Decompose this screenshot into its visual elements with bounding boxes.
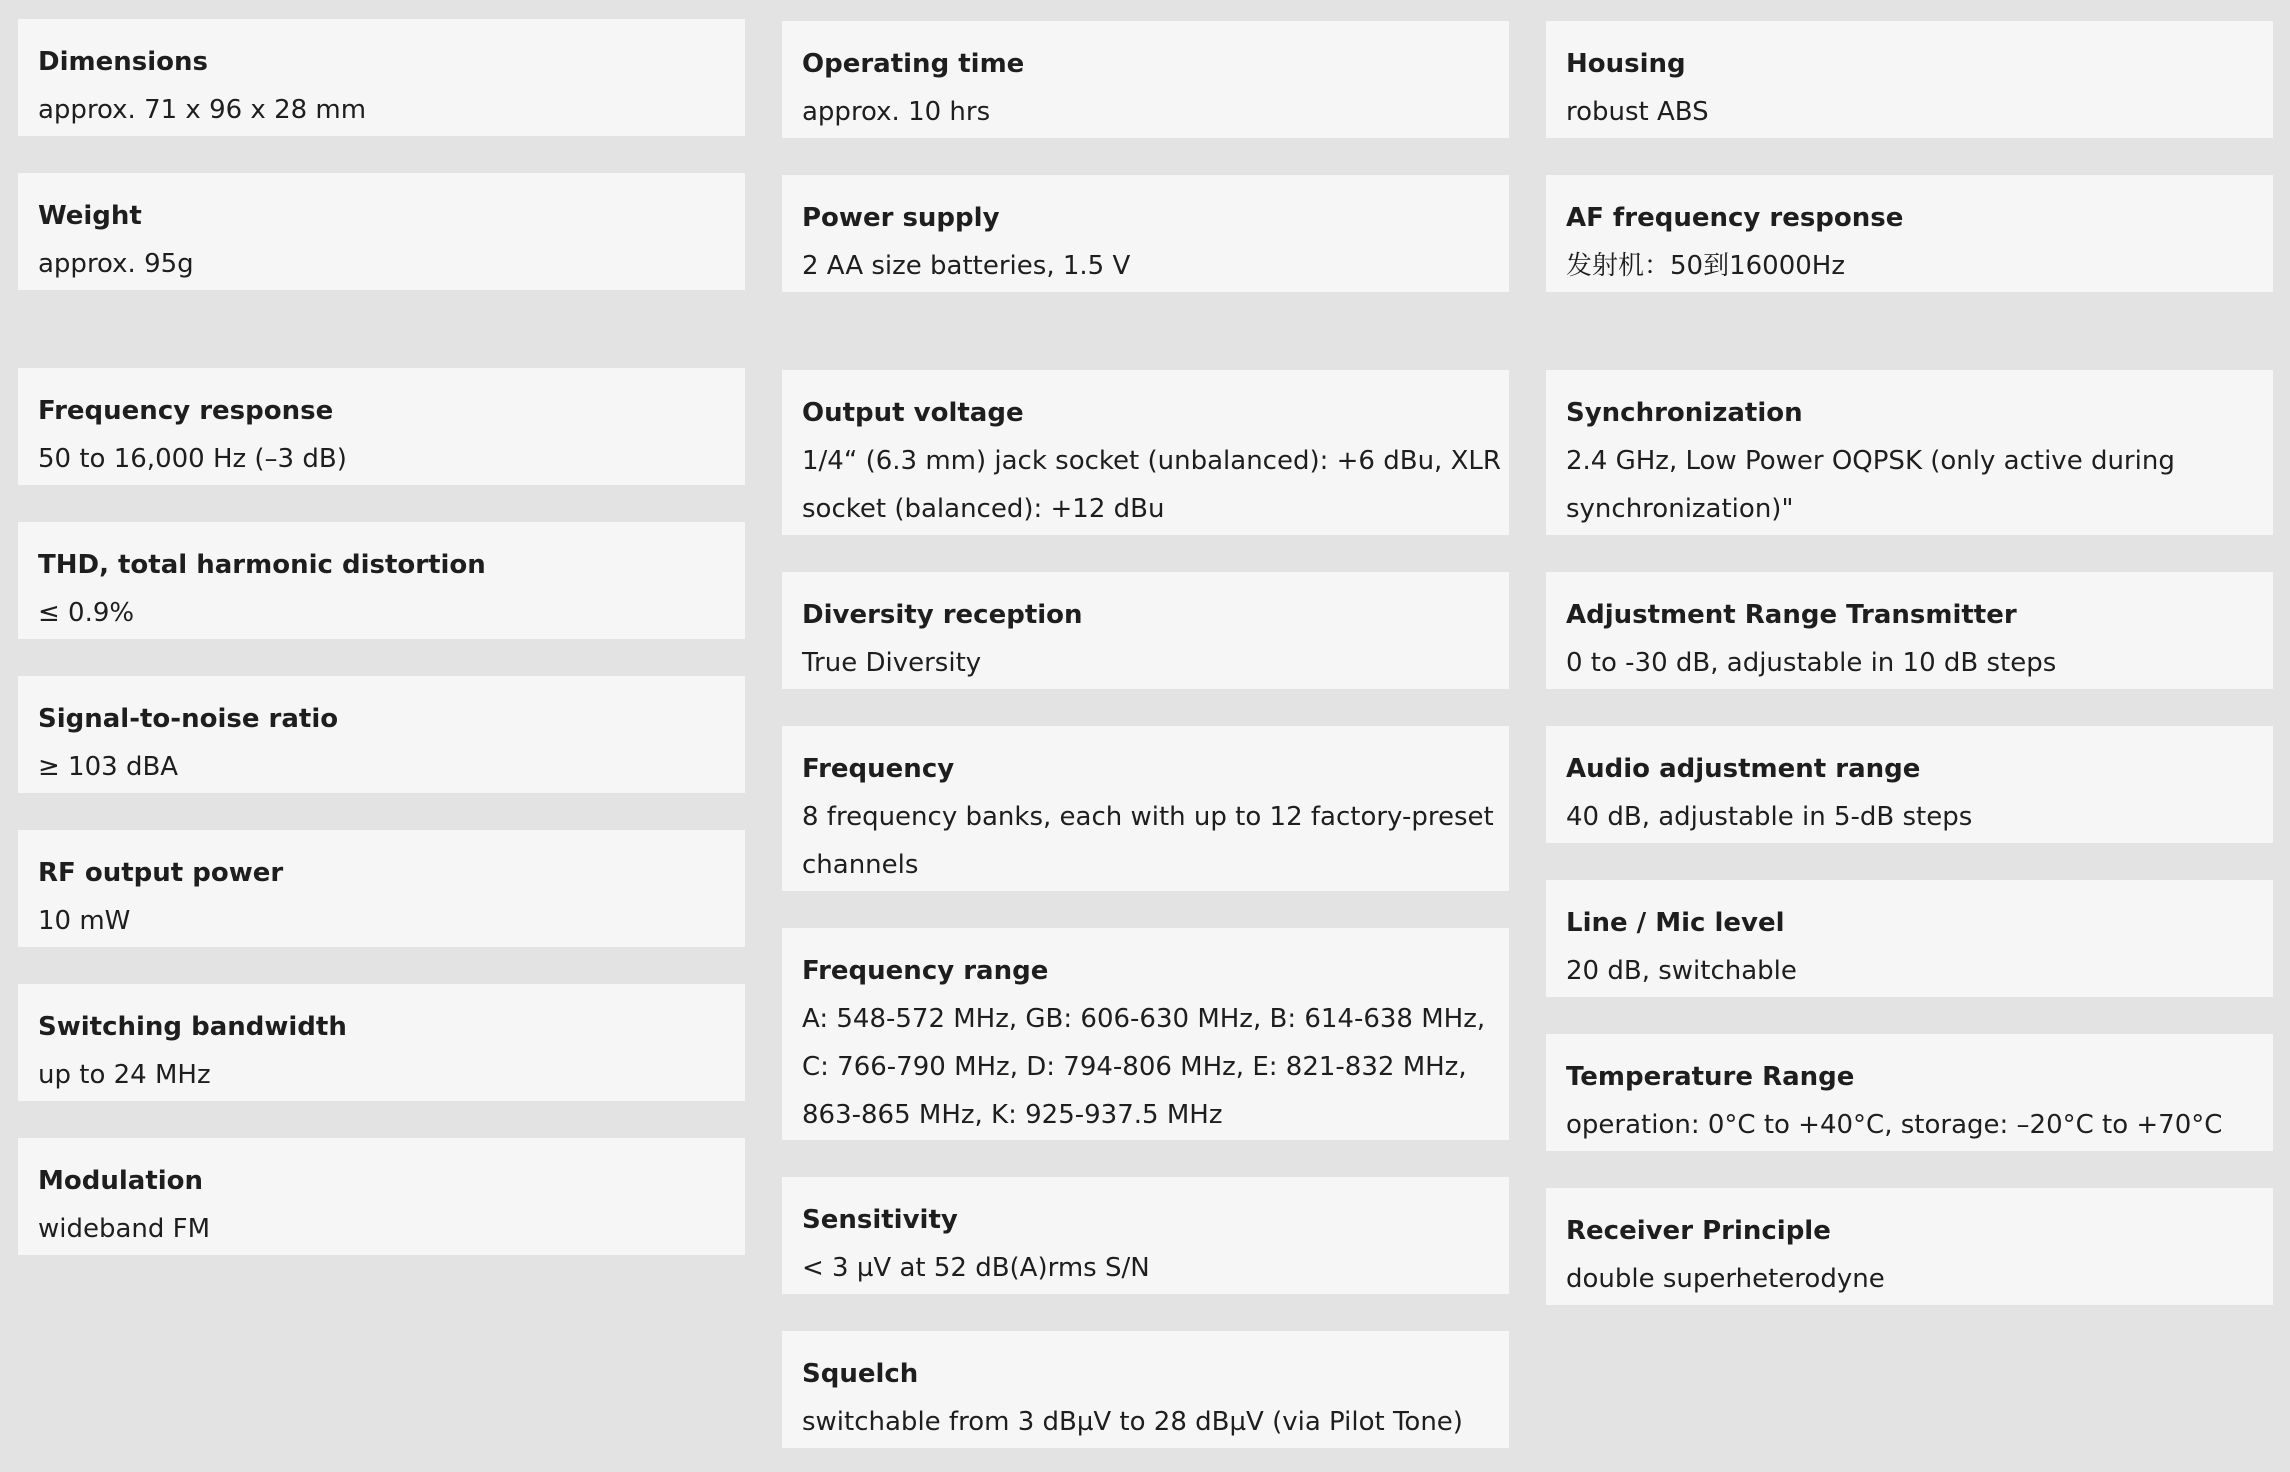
spec-label: Line / Mic level xyxy=(1566,908,1785,938)
spec-label: THD, total harmonic distortion xyxy=(38,550,486,580)
spec-value: 50 to 16,000 Hz (–3 dB) xyxy=(38,444,347,474)
spec-value: approx. 95g xyxy=(38,249,194,279)
spec-label: Frequency xyxy=(802,754,955,784)
spec-label: RF output power xyxy=(38,858,284,888)
spec-label: Dimensions xyxy=(38,47,208,77)
spec-value: ≥ 103 dBA xyxy=(38,752,179,782)
spec-card-audio-adjustment-range xyxy=(1546,726,2273,843)
spec-value: 发射机：50到16000Hz xyxy=(1566,251,1845,281)
spec-card-signal-to-noise xyxy=(18,676,745,793)
spec-card-line-mic-level xyxy=(1546,880,2273,997)
spec-value: wideband FM xyxy=(38,1214,211,1244)
spec-value: 1/4“ (6.3 mm) jack socket (unbalanced): +6 dBu, XLR xyxy=(802,446,1501,476)
spec-card-frequency xyxy=(782,726,1509,891)
spec-value: approx. 71 x 96 x 28 mm xyxy=(38,95,367,125)
spec-card-sensitivity xyxy=(782,1177,1509,1294)
spec-card-weight xyxy=(18,173,745,290)
spec-label: AF frequency response xyxy=(1566,203,1904,233)
spec-card-rf-output-power xyxy=(18,830,745,947)
spec-value: 2 AA size batteries, 1.5 V xyxy=(802,251,1131,281)
spec-value: socket (balanced): +12 dBu xyxy=(802,494,1165,524)
spec-value: up to 24 MHz xyxy=(38,1060,211,1090)
spec-label: Synchronization xyxy=(1566,398,1803,428)
spec-value: synchronization)" xyxy=(1566,494,1794,524)
spec-card-temperature-range xyxy=(1546,1034,2273,1151)
spec-card-synchronization xyxy=(1546,370,2273,535)
spec-card-squelch xyxy=(782,1331,1509,1448)
spec-card-power-supply xyxy=(782,175,1509,292)
spec-card-dimensions xyxy=(18,19,745,136)
spec-label: Switching bandwidth xyxy=(38,1012,347,1042)
spec-card-frequency-response xyxy=(18,368,745,485)
spec-value: < 3 µV at 52 dB(A)rms S/N xyxy=(802,1253,1150,1283)
spec-card-switching-bandwidth xyxy=(18,984,745,1101)
spec-label: Frequency range xyxy=(802,956,1049,986)
spec-card-af-frequency-response xyxy=(1546,175,2273,292)
spec-value: C: 766-790 MHz, D: 794-806 MHz, E: 821-832 MHz, xyxy=(802,1052,1467,1082)
spec-label: Power supply xyxy=(802,203,1000,233)
spec-value: 10 mW xyxy=(38,906,131,936)
spec-label: Output voltage xyxy=(802,398,1024,428)
spec-value: 0 to -30 dB, adjustable in 10 dB steps xyxy=(1566,648,2057,678)
spec-value: channels xyxy=(802,850,919,880)
spec-card-diversity-reception xyxy=(782,572,1509,689)
spec-label: Sensitivity xyxy=(802,1205,958,1235)
spec-label: Diversity reception xyxy=(802,600,1083,630)
spec-value: 863-865 MHz, K: 925-937.5 MHz xyxy=(802,1100,1223,1130)
spec-value: operation: 0°C to +40°C, storage: –20°C to +70°C xyxy=(1566,1110,2223,1140)
spec-label: Temperature Range xyxy=(1566,1062,1855,1092)
spec-card-housing xyxy=(1546,21,2273,138)
spec-card-adjustment-range-transmitter xyxy=(1546,572,2273,689)
spec-value: 8 frequency banks, each with up to 12 factory-preset xyxy=(802,802,1494,832)
spec-label: Signal-to-noise ratio xyxy=(38,704,339,734)
spec-value: 40 dB, adjustable in 5-dB steps xyxy=(1566,802,1973,832)
spec-card-operating-time xyxy=(782,21,1509,138)
spec-label: Squelch xyxy=(802,1359,919,1389)
spec-label: Audio adjustment range xyxy=(1566,754,1921,784)
spec-label: Receiver Principle xyxy=(1566,1216,1831,1246)
spec-value: 2.4 GHz, Low Power OQPSK (only active during xyxy=(1566,446,2175,476)
spec-value: True Diversity xyxy=(802,648,982,678)
spec-label: Frequency response xyxy=(38,396,334,426)
spec-value: double superheterodyne xyxy=(1566,1264,1885,1294)
spec-card-frequency-range xyxy=(782,928,1509,1140)
spec-value: 20 dB, switchable xyxy=(1566,956,1797,986)
spec-label: Modulation xyxy=(38,1166,204,1196)
spec-label: Adjustment Range Transmitter xyxy=(1566,600,2017,630)
spec-value: ≤ 0.9% xyxy=(38,598,135,628)
spec-label: Housing xyxy=(1566,49,1686,79)
spec-value: approx. 10 hrs xyxy=(802,97,991,127)
spec-card-modulation xyxy=(18,1138,745,1255)
spec-card-output-voltage xyxy=(782,370,1509,535)
spec-value: switchable from 3 dBµV to 28 dBµV (via Pilot Tone) xyxy=(802,1407,1463,1437)
spec-value: robust ABS xyxy=(1566,97,1709,127)
spec-card-receiver-principle xyxy=(1546,1188,2273,1305)
spec-value: A: 548-572 MHz, GB: 606-630 MHz, B: 614-638 MHz, xyxy=(802,1004,1486,1034)
spec-label: Weight xyxy=(38,201,142,231)
spec-label: Operating time xyxy=(802,49,1025,79)
spec-card-thd xyxy=(18,522,745,639)
